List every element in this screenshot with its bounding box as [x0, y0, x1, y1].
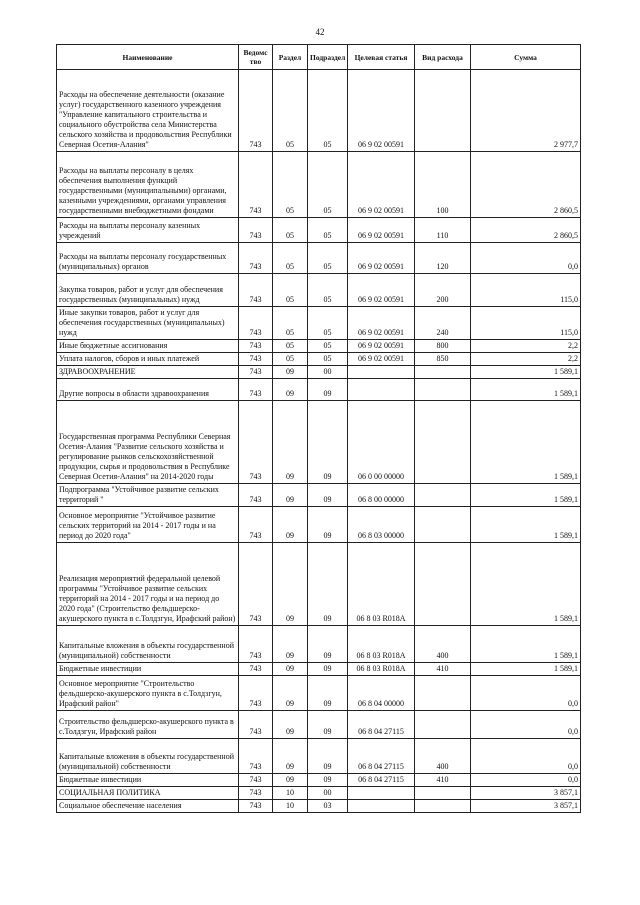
table-body [57, 70, 581, 813]
row-section: 09 [273, 739, 308, 774]
row-target: 06 9 02 00591 [348, 70, 415, 152]
row-dept: 743 [239, 507, 273, 543]
row-section: 10 [273, 787, 308, 800]
row-sum: 1 589,1 [471, 484, 581, 507]
row-dept: 743 [239, 711, 273, 739]
row-sum: 0,0 [471, 243, 581, 274]
row-subsection: 05 [308, 353, 348, 366]
row-expense-type: 240 [415, 307, 471, 340]
row-sum: 0,0 [471, 774, 581, 787]
row-expense-type [415, 401, 471, 484]
row-subsection: 05 [308, 70, 348, 152]
table-row [57, 243, 581, 274]
row-sum: 1 589,1 [471, 401, 581, 484]
row-dept: 743 [239, 340, 273, 353]
row-expense-type: 400 [415, 739, 471, 774]
row-name: Бюджетные инвестиции [57, 663, 239, 676]
row-section: 05 [273, 70, 308, 152]
row-subsection: 05 [308, 218, 348, 243]
row-section: 05 [273, 243, 308, 274]
table-row [57, 787, 581, 800]
budget-table [56, 44, 581, 813]
row-expense-type: 850 [415, 353, 471, 366]
row-sum: 0,0 [471, 711, 581, 739]
row-dept: 743 [239, 787, 273, 800]
row-name: Государственная программа Республики Северная Осетия-Алания "Развитие сельского хозяйства и регулирование рынков сельскохозяйственной продукции, сырья и продовольствия в Республике Северная Осетия-Алания" на 2014-2020 годы [57, 401, 239, 484]
row-sum: 0,0 [471, 676, 581, 711]
row-sum: 0,0 [471, 739, 581, 774]
row-dept: 743 [239, 243, 273, 274]
row-sum: 1 589,1 [471, 663, 581, 676]
row-expense-type [415, 507, 471, 543]
row-expense-type: 100 [415, 152, 471, 218]
row-section: 09 [273, 507, 308, 543]
row-target: 06 9 02 00591 [348, 340, 415, 353]
row-subsection: 09 [308, 711, 348, 739]
row-subsection: 00 [308, 366, 348, 379]
row-dept: 743 [239, 152, 273, 218]
row-subsection: 05 [308, 340, 348, 353]
row-section: 09 [273, 484, 308, 507]
row-target: 06 9 02 00591 [348, 353, 415, 366]
row-name: Закупка товаров, работ и услуг для обеспечения государственных (муниципальных) нужд [57, 274, 239, 307]
row-expense-type: 120 [415, 243, 471, 274]
row-target: 06 8 04 27115 [348, 711, 415, 739]
row-expense-type [415, 676, 471, 711]
row-target: 06 8 00 00000 [348, 484, 415, 507]
row-section: 09 [273, 401, 308, 484]
row-name: Подпрограмма "Устойчивое развитие сельских территорий " [57, 484, 239, 507]
row-subsection: 05 [308, 274, 348, 307]
row-sum: 115,0 [471, 307, 581, 340]
header-sum: Сумма [471, 45, 581, 70]
row-section: 10 [273, 800, 308, 813]
row-dept: 743 [239, 366, 273, 379]
table-row [57, 353, 581, 366]
table-row [57, 274, 581, 307]
table-row [57, 70, 581, 152]
row-target: 06 8 03 R018A [348, 626, 415, 663]
row-expense-type [415, 800, 471, 813]
row-section: 09 [273, 774, 308, 787]
row-target [348, 366, 415, 379]
row-target: 06 9 02 00591 [348, 243, 415, 274]
row-subsection: 00 [308, 787, 348, 800]
row-name: ЗДРАВООХРАНЕНИЕ [57, 366, 239, 379]
row-sum: 1 589,1 [471, 366, 581, 379]
row-subsection: 09 [308, 543, 348, 626]
row-name: Капитальные вложения в объекты государственной (муниципальной) собственности [57, 739, 239, 774]
row-dept: 743 [239, 401, 273, 484]
row-expense-type [415, 787, 471, 800]
table-row [57, 152, 581, 218]
row-subsection: 05 [308, 243, 348, 274]
row-dept: 743 [239, 484, 273, 507]
row-expense-type: 410 [415, 774, 471, 787]
row-dept: 743 [239, 307, 273, 340]
row-expense-type: 400 [415, 626, 471, 663]
header-dept: Ведомс тво [239, 45, 273, 70]
row-sum: 2 977,7 [471, 70, 581, 152]
row-target [348, 800, 415, 813]
row-name: Расходы на выплаты персоналу в целях обеспечения выполнения функций государственными (муниципальными) органами, казенными учреждениями, органами управления государственными внебюджетными фондами [57, 152, 239, 218]
header-subsection: Подраздел [308, 45, 348, 70]
table-row [57, 507, 581, 543]
row-expense-type [415, 379, 471, 401]
row-section: 09 [273, 663, 308, 676]
row-dept: 743 [239, 353, 273, 366]
row-section: 09 [273, 379, 308, 401]
table-row [57, 401, 581, 484]
row-sum: 2 860,5 [471, 218, 581, 243]
row-subsection: 09 [308, 484, 348, 507]
row-section: 09 [273, 366, 308, 379]
row-name: Расходы на выплаты персоналу казенных учреждений [57, 218, 239, 243]
row-sum: 1 589,1 [471, 543, 581, 626]
row-section: 05 [273, 307, 308, 340]
row-dept: 743 [239, 274, 273, 307]
row-target: 06 9 02 00591 [348, 307, 415, 340]
row-section: 05 [273, 152, 308, 218]
row-subsection: 09 [308, 774, 348, 787]
row-name: Реализация мероприятий федеральной целевой программы "Устойчивое развитие сельских территорий на 2014 - 2017 годы и на период до 2020 года" (Строительство фельдшерско-акушерского пункта в с.Толдзгун, Ирафский район) [57, 543, 239, 626]
row-dept: 743 [239, 543, 273, 626]
row-target: 06 8 03 R018A [348, 663, 415, 676]
header-expense-type: Вид расхода [415, 45, 471, 70]
row-sum: 2 860,5 [471, 152, 581, 218]
row-subsection: 05 [308, 152, 348, 218]
table-row [57, 218, 581, 243]
row-name: Уплата налогов, сборов и иных платежей [57, 353, 239, 366]
row-dept: 743 [239, 626, 273, 663]
row-name: Иные бюджетные ассигнования [57, 340, 239, 353]
row-expense-type [415, 366, 471, 379]
row-subsection: 09 [308, 739, 348, 774]
row-target: 06 8 04 27115 [348, 774, 415, 787]
row-sum: 1 589,1 [471, 626, 581, 663]
row-section: 09 [273, 626, 308, 663]
table-row [57, 543, 581, 626]
header-target: Целевая статья [348, 45, 415, 70]
row-name: СОЦИАЛЬНАЯ ПОЛИТИКА [57, 787, 239, 800]
row-target: 06 8 04 00000 [348, 676, 415, 711]
table-row [57, 676, 581, 711]
row-dept: 743 [239, 70, 273, 152]
row-target: 06 9 02 00591 [348, 152, 415, 218]
row-sum: 1 589,1 [471, 379, 581, 401]
row-name: Расходы на обеспечение деятельности (оказание услуг) государственного казенного учреждения "Управление капитального строительства и социального обустройства села Министерства сельского хозяйства и продовольствия Республики Северная Осетия-Алания" [57, 70, 239, 152]
row-expense-type [415, 484, 471, 507]
row-target: 06 9 02 00591 [348, 218, 415, 243]
row-subsection: 09 [308, 379, 348, 401]
table-row [57, 340, 581, 353]
row-section: 05 [273, 274, 308, 307]
row-expense-type: 110 [415, 218, 471, 243]
table-row [57, 307, 581, 340]
row-target: 06 8 03 R018A [348, 543, 415, 626]
row-subsection: 09 [308, 676, 348, 711]
table-row [57, 484, 581, 507]
row-section: 09 [273, 543, 308, 626]
header-row [57, 45, 581, 70]
row-section: 05 [273, 353, 308, 366]
row-sum: 115,0 [471, 274, 581, 307]
header-name: Наименование [57, 45, 239, 70]
table-row [57, 663, 581, 676]
row-subsection: 09 [308, 626, 348, 663]
row-dept: 743 [239, 739, 273, 774]
row-subsection: 09 [308, 401, 348, 484]
row-expense-type: 410 [415, 663, 471, 676]
row-name: Расходы на выплаты персоналу государственных (муниципальных) органов [57, 243, 239, 274]
row-subsection: 09 [308, 663, 348, 676]
row-name: Другие вопросы в области здравоохранения [57, 379, 239, 401]
row-name: Иные закупки товаров, работ и услуг для обеспечения государственных (муниципальных) нужд [57, 307, 239, 340]
row-subsection: 09 [308, 507, 348, 543]
row-subsection: 03 [308, 800, 348, 813]
row-sum: 3 857,1 [471, 787, 581, 800]
row-target [348, 787, 415, 800]
table-row [57, 366, 581, 379]
row-dept: 743 [239, 676, 273, 711]
row-dept: 743 [239, 800, 273, 813]
row-name: Капитальные вложения в объекты государственной (муниципальной) собственности [57, 626, 239, 663]
row-target: 06 8 04 27115 [348, 739, 415, 774]
row-name: Основное мероприятие "Строительство фельдшерско-акушерского пункта в с.Толдзгун, Ирафский район" [57, 676, 239, 711]
row-expense-type [415, 711, 471, 739]
row-dept: 743 [239, 379, 273, 401]
row-expense-type [415, 70, 471, 152]
row-target [348, 379, 415, 401]
row-expense-type: 200 [415, 274, 471, 307]
table-row [57, 774, 581, 787]
row-section: 09 [273, 711, 308, 739]
row-sum: 2,2 [471, 353, 581, 366]
row-target: 06 0 00 00000 [348, 401, 415, 484]
row-name: Социальное обеспечение населения [57, 800, 239, 813]
row-sum: 2,2 [471, 340, 581, 353]
row-expense-type [415, 543, 471, 626]
row-name: Бюджетные инвестиции [57, 774, 239, 787]
row-section: 09 [273, 676, 308, 711]
row-dept: 743 [239, 774, 273, 787]
table-row [57, 626, 581, 663]
row-target: 06 9 02 00591 [348, 274, 415, 307]
page-number: 42 [315, 27, 325, 37]
row-sum: 1 589,1 [471, 507, 581, 543]
row-sum: 3 857,1 [471, 800, 581, 813]
row-dept: 743 [239, 218, 273, 243]
row-dept: 743 [239, 663, 273, 676]
table-row [57, 800, 581, 813]
row-target: 06 8 03 00000 [348, 507, 415, 543]
row-subsection: 05 [308, 307, 348, 340]
table-row [57, 739, 581, 774]
table-row [57, 379, 581, 401]
row-section: 05 [273, 218, 308, 243]
table-row [57, 711, 581, 739]
header-section: Раздел [273, 45, 308, 70]
row-name: Основное мероприятие "Устойчивое развитие сельских территорий на 2014 - 2017 годы и на период до 2020 года" [57, 507, 239, 543]
row-name: Строительство фельдшерско-акушерского пункта в с.Толдзгун, Ирафский район [57, 711, 239, 739]
row-section: 05 [273, 340, 308, 353]
row-expense-type: 800 [415, 340, 471, 353]
